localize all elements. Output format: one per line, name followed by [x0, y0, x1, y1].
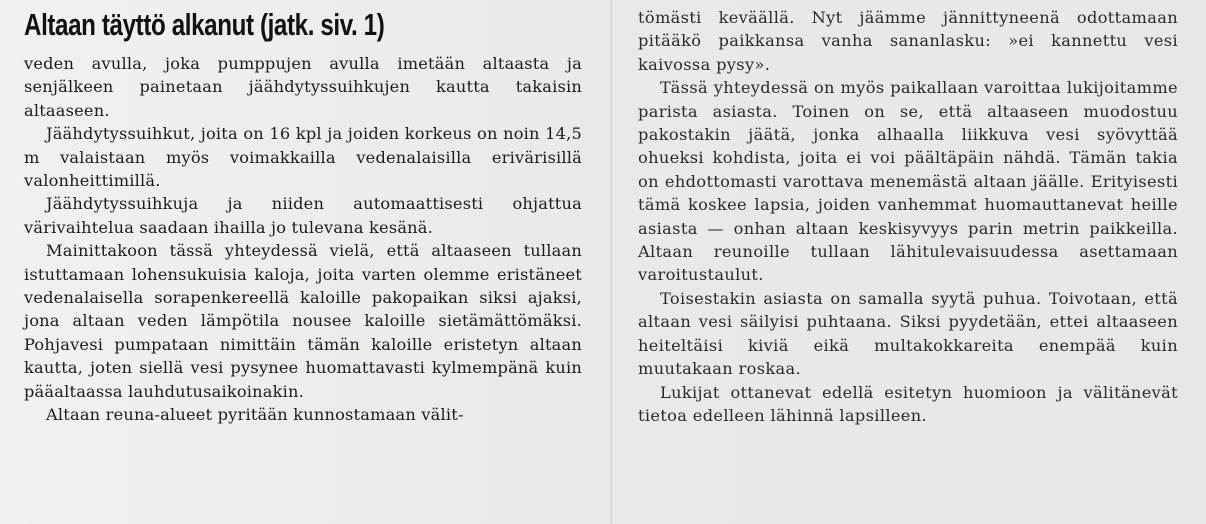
column-divider — [611, 0, 612, 524]
paragraph: tömästi keväällä. Nyt jäämme jännittyneenä odottamaan pitääkö paikkansa vanha sananlasku: »ei kannettu vesi kaivossa pysy». — [638, 8, 1178, 74]
paragraph: Tässä yhteydessä on myös paikallaan varoittaa lukijoitamme parista asiasta. Toinen on se, että altaaseen muodostuu pakostakin jäätä, jonka alhaalla liikkuva vesi syövyttää ohueksi kohdista, joita ei voi päältäpäin nähdä. Tämän takia on ehdottomasti varottava menemästä altaan jäälle. Erityisesti tämä koskee lapsia, joiden vanhemmat huomauttanevat heille asiasta — onhan altaan keskisyvyys parin metrin paikkeilla. Altaan reunoille tullaan lähitulevaisuudessa asettamaan varoitustaulut. — [638, 78, 1178, 285]
paragraph: Lukijat ottanevat edellä esitetyn huomioon ja välitänevät tietoa edelleen lähinnä lapsilleen. — [638, 382, 1178, 425]
paragraph: Toisestakin asiasta on samalla syytä puhua. Toivotaan, että altaan vesi säilyisi puhtaana. Siksi pyydetään, ettei altaaseen heiteltäisi kiviä eikä multakokkareita enempää kuin muutakaan roskaa. — [638, 288, 1178, 379]
paragraph: Altaan reuna-alueet pyritään kunnostamaan välit- — [46, 405, 464, 425]
paragraph: Jäähdytyssuihkuja ja niiden automaattisesti ohjattua värivaihtelua saadaan ihailla jo tulevana kesänä. — [24, 194, 582, 237]
right-column — [638, 6, 1178, 427]
article-headline: Altaan täyttö alkanut (jatk. siv. 1) — [24, 7, 385, 42]
left-column — [24, 6, 582, 427]
paragraph: veden avulla, joka pumppujen avulla imetään altaasta ja senjälkeen painetaan jäähdytyssuihkujen kautta takaisin altaaseen. — [24, 54, 582, 120]
paragraph: Jäähdytyssuihkut, joita on 16 kpl ja joiden korkeus on noin 14,5 m valaistaan myös voimakkailla vedenalaisilla erivärisillä valonheittimillä. — [24, 124, 582, 191]
paragraph: Mainittakoon tässä yhteydessä vielä, että altaaseen tullaan istuttamaan lohensukuisia kaloja, joita varten olemme eristäneet vedenalaisella sorapenkereellä kaloille pakopaikan siksi ajaksi, jona altaan veden lämpötila nousee kaloille sietämättömäksi. Pohjavesi pumpataan nimittäin tämän kaloille eristetyn altaan kautta, joten siellä vesi pysynee huomattavasti kylmempänä kuin pääaltaassa lauhdutusaikoinakin. — [24, 241, 582, 401]
